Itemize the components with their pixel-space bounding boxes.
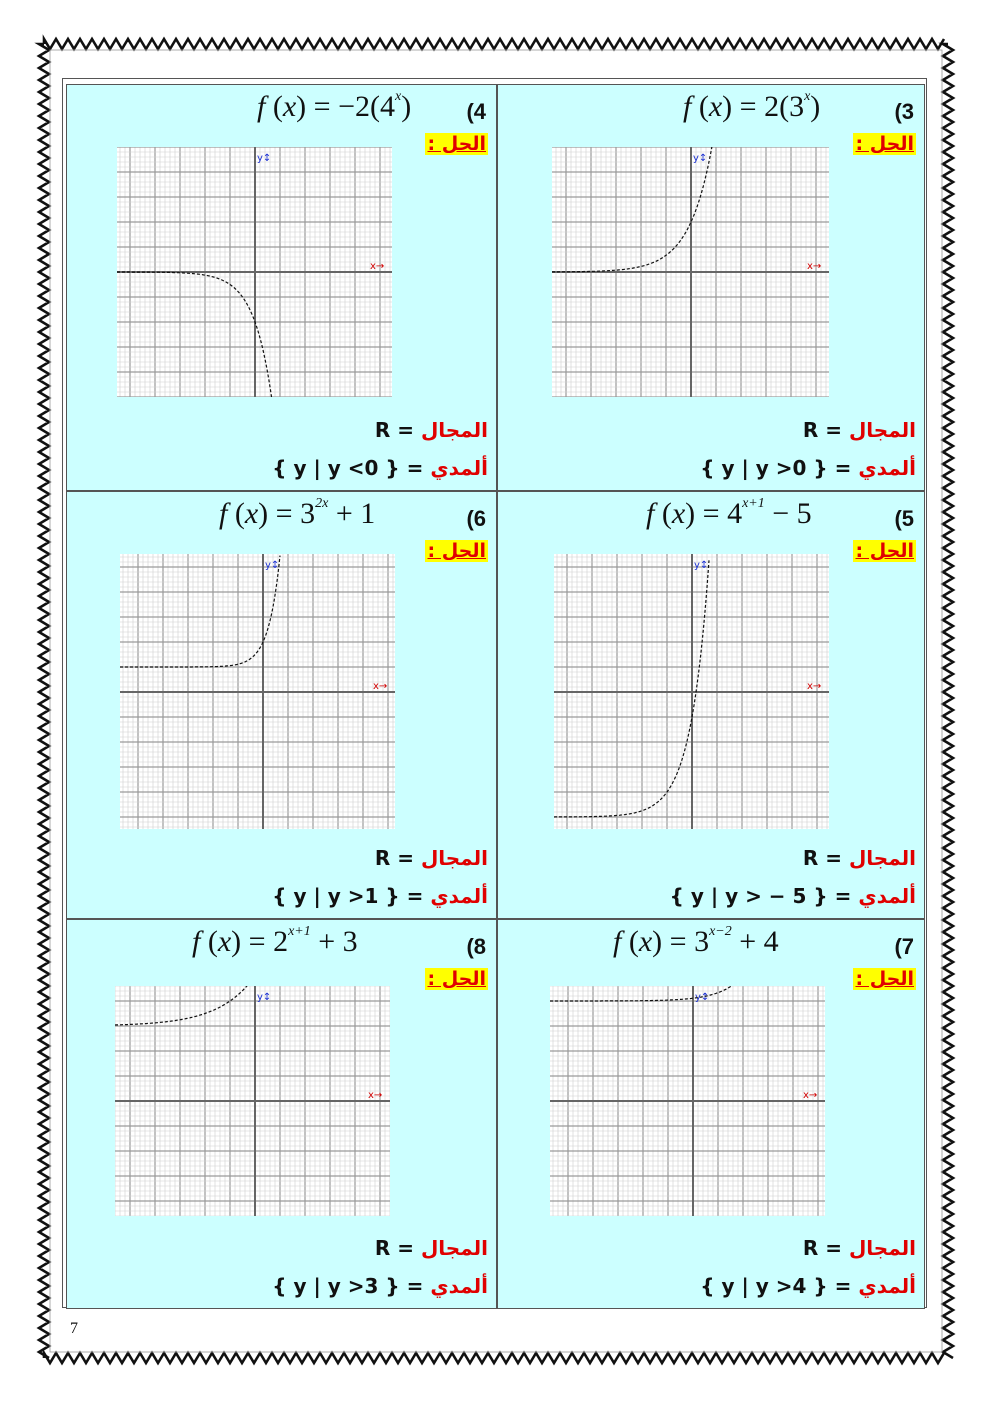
range-label: ألمدي <box>430 456 488 480</box>
domain-label: المجال <box>420 1236 488 1260</box>
problem-panel <box>497 919 925 1309</box>
problem-panel <box>497 491 925 919</box>
function-formula: f $(x) = 2(3^x)$ <box>683 89 821 123</box>
range-value: = { 3< y | y } <box>272 1274 424 1298</box>
x-axis-label: x→ <box>373 681 388 692</box>
x-axis-label: x→ <box>803 1090 818 1101</box>
range-statement <box>700 456 916 480</box>
graph-grid <box>554 554 829 829</box>
solution-label: الحل : <box>427 540 486 562</box>
range-label: ألمدي <box>430 884 488 908</box>
function-formula: f $(x) = 4^{x+1} - 5$ <box>646 496 812 530</box>
range-label: ألمدي <box>430 1274 488 1298</box>
function-graph <box>554 554 829 829</box>
y-axis-label: y↕ <box>257 992 272 1003</box>
function-graph <box>552 147 829 397</box>
graph-grid <box>552 147 829 397</box>
y-axis-label: y↕ <box>695 992 710 1003</box>
problem-panel <box>66 491 497 919</box>
domain-label: المجال <box>420 846 488 870</box>
domain-statement <box>375 1236 488 1260</box>
domain-statement <box>803 846 916 870</box>
problem-number: (3 <box>894 99 914 124</box>
function-graph <box>115 986 390 1216</box>
function-formula: f $(x) = -2(4^x)$ <box>257 89 412 123</box>
domain-value: = R <box>374 418 414 442</box>
domain-value: = R <box>802 846 842 870</box>
domain-value: = R <box>374 1236 414 1260</box>
function-formula: f $(x) = 2^{x+1} + 3$ <box>192 924 358 958</box>
range-value: = { 0> y | y } <box>272 456 424 480</box>
range-statement <box>700 1274 916 1298</box>
domain-label: المجال <box>848 1236 916 1260</box>
domain-label: المجال <box>420 418 488 442</box>
x-axis-label: x→ <box>370 261 385 272</box>
range-label: ألمدي <box>858 456 916 480</box>
solution-label: الحل : <box>427 133 486 155</box>
domain-value: = R <box>374 846 414 870</box>
problem-number: (5 <box>894 506 914 531</box>
function-formula: f $(x) = 3^{2x} + 1$ <box>219 496 376 530</box>
domain-value: = R <box>802 1236 842 1260</box>
graph-grid <box>115 986 390 1216</box>
graph-grid <box>120 554 395 829</box>
function-graph <box>117 147 392 397</box>
x-axis-label: x→ <box>807 681 822 692</box>
range-value: = { 4< y | y } <box>700 1274 852 1298</box>
graph-grid <box>550 986 825 1216</box>
range-statement <box>272 456 488 480</box>
domain-value: = R <box>802 418 842 442</box>
domain-statement <box>803 418 916 442</box>
solution-label: الحل : <box>855 133 914 155</box>
y-axis-label: y↕ <box>257 153 272 164</box>
solution-label: الحل : <box>855 540 914 562</box>
problem-number: (8 <box>466 934 486 959</box>
range-value: = { 1< y | y } <box>272 884 424 908</box>
function-graph <box>120 554 395 829</box>
y-axis-label: y↕ <box>265 560 280 571</box>
domain-statement <box>375 846 488 870</box>
domain-label: المجال <box>848 846 916 870</box>
range-statement <box>272 884 488 908</box>
range-value: = { 5 − < y | y } <box>669 884 852 908</box>
function-curve <box>115 986 251 1025</box>
domain-statement <box>803 1236 916 1260</box>
problem-number: (4 <box>466 99 486 124</box>
page-number: 7 <box>70 1320 78 1337</box>
function-graph <box>550 986 825 1216</box>
range-value: = { 0< y | y } <box>700 456 852 480</box>
problem-panel <box>66 84 497 491</box>
x-axis-label: x→ <box>807 261 822 272</box>
graph-grid <box>117 147 392 397</box>
range-statement <box>272 1274 488 1298</box>
y-axis-label: y↕ <box>693 153 708 164</box>
range-statement <box>670 884 916 908</box>
domain-statement <box>375 418 488 442</box>
function-curve <box>120 556 280 667</box>
range-label: ألمدي <box>858 884 916 908</box>
x-axis-label: x→ <box>368 1090 383 1101</box>
domain-label: المجال <box>848 418 916 442</box>
solution-label: الحل : <box>855 968 914 990</box>
problem-panel <box>66 919 497 1309</box>
problem-panel <box>497 84 925 491</box>
range-label: ألمدي <box>858 1274 916 1298</box>
y-axis-label: y↕ <box>694 560 709 571</box>
solution-label: الحل : <box>427 968 486 990</box>
problem-number: (6 <box>466 506 486 531</box>
problem-number: (7 <box>894 934 914 959</box>
function-formula: f $(x) = 3^{x-2} + 4$ <box>613 924 779 958</box>
